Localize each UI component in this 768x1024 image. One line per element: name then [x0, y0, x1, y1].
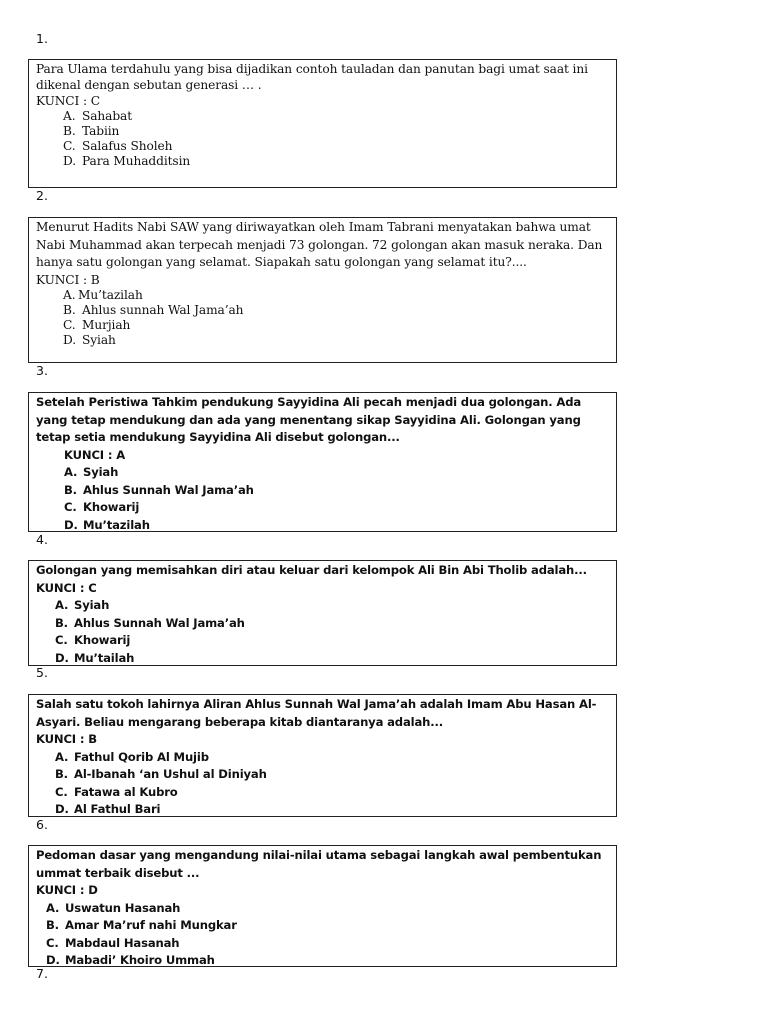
option-c: C. Fatawa al Kubro [55, 784, 178, 799]
option-c: C. Khowarij [55, 633, 131, 647]
question-box-5 [28, 694, 617, 817]
options-list [36, 109, 609, 169]
option-d: D. Para Muhadditsin [63, 154, 191, 168]
answer-key: KUNCI : B [36, 732, 97, 746]
option-c: C. Salafus Sholeh [63, 139, 173, 153]
answer-key: KUNCI : C [36, 580, 97, 595]
option-b: B. Tabiin [63, 124, 120, 138]
option-a: A. Fathul Qorib Al Mujib [55, 749, 209, 764]
option-b: B. Amar Ma’ruf nahi Mungkar [46, 918, 237, 932]
option-d: D. Al Fathul Bari [55, 802, 161, 816]
question-text: Menurut Hadits Nabi SAW yang diriwayatkan oleh Imam Tabrani menyatakan bahwa umat Nabi Muhammad akan terpecah menjadi 73 golongan. 72 golongan akan masuk neraka. Dan hanya satu golongan yang selamat. Siapakah satu golongan yang selamat itu?.... [36, 220, 603, 269]
question-number-4: 4. [36, 532, 48, 547]
question-text: Salah satu tokoh lahirnya Aliran Ahlus Sunnah Wal Jama’ah adalah Imam Abu Hasan Al-Asyari. Beliau mengarang beberapa kitab diantaranya adalah... [36, 697, 597, 729]
options-list [36, 288, 609, 348]
question-box-3 [28, 392, 617, 532]
options-list [36, 464, 609, 532]
question-text: Para Ulama terdahulu yang bisa dijadikan contoh tauladan dan panutan bagi umat saat ini dikenal dengan sebutan generasi … . [36, 62, 588, 92]
option-b: B. Ahlus Sunnah Wal Jama’ah [55, 615, 245, 630]
answer-key: KUNCI : D [36, 883, 98, 897]
answer-key: KUNCI : B [36, 272, 100, 287]
option-d: D. Mu’tazilah [64, 517, 150, 532]
option-d: D. Mu’tailah [55, 650, 135, 665]
options-list [36, 597, 609, 666]
option-b: B. Ahlus sunnah Wal Jama’ah [63, 302, 244, 317]
option-d: D. Mabadi’ Khoiro Ummah [46, 953, 215, 967]
question-text: Golongan yang memisahkan diri atau keluar dari kelompok Ali Bin Abi Tholib adalah... [36, 563, 587, 577]
answer-key: KUNCI : A [64, 447, 126, 462]
option-c: C. Mabdaul Hasanah [46, 935, 180, 950]
question-number-1: 1. [36, 31, 48, 46]
question-number-7: 7. [36, 966, 48, 981]
option-b: B. Ahlus Sunnah Wal Jama’ah [64, 482, 254, 497]
options-list [36, 900, 609, 968]
question-number-3: 3. [36, 363, 48, 378]
option-c: C. Murjiah [63, 317, 131, 332]
option-a: A. Syiah [55, 598, 110, 612]
question-box-2 [28, 217, 617, 363]
option-d: D. Syiah [63, 332, 116, 347]
options-list [36, 749, 609, 818]
answer-key: KUNCI : C [36, 94, 101, 108]
option-b: B. Al-Ibanah ‘an Ushul al Diniyah [55, 767, 267, 781]
option-a: A. Syiah [64, 465, 119, 479]
option-a: A. Sahabat [63, 109, 132, 123]
question-box-1 [28, 59, 617, 188]
option-c: C. Khowarij [64, 500, 140, 514]
question-box-4 [28, 560, 617, 666]
question-number-5: 5. [36, 665, 48, 680]
option-a: A. Uswatun Hasanah [46, 900, 181, 915]
question-box-6 [28, 845, 617, 967]
question-text: Setelah Peristiwa Tahkim pendukung Sayyidina Ali pecah menjadi dua golongan. Ada yang tetap mendukung dan ada yang menentang sikap Sayyidina Ali. Golongan yang tetap setia mendukung Sayyidina Ali disebut golongan... [36, 395, 582, 444]
question-text: Pedoman dasar yang mengandung nilai-nilai utama sebagai langkah awal pembentukan ummat terbaik disebut ... [36, 848, 602, 880]
question-number-6: 6. [36, 817, 48, 832]
question-number-2: 2. [36, 188, 48, 203]
option-a: A. Mu’tazilah [63, 287, 143, 302]
